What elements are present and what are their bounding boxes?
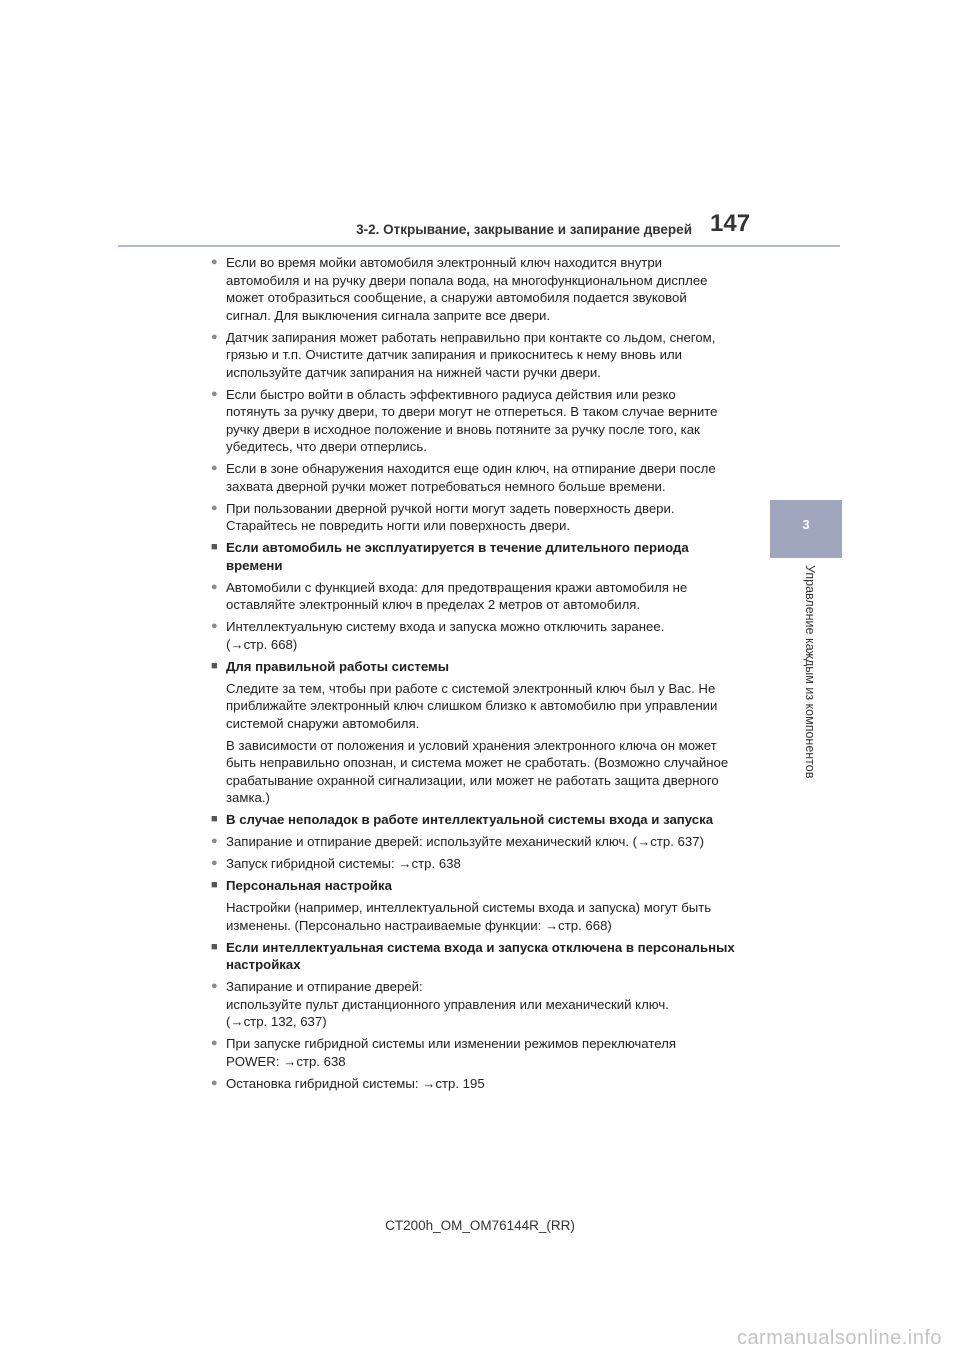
text-line: времени — [226, 557, 283, 573]
bullet-item — [211, 618, 753, 653]
bullet-item — [211, 579, 753, 614]
watermark: carmanualsonline.info — [736, 1327, 942, 1349]
text-line: приближайте электронный ключ слишком близко к автомобилю при управлении — [226, 698, 718, 713]
text-line: грязью и т.п. Очистите датчик запирания и прикоснитесь к нему вновь или — [226, 347, 683, 362]
text-line: Следите за тем, чтобы при работе с системой электронный ключ был у Вас. Не — [226, 680, 716, 696]
page-content — [211, 254, 753, 1097]
text-line: изменены. (Персонально настраиваемые функции: →стр. 668) — [226, 917, 612, 933]
bullet-icon: ● — [211, 330, 218, 343]
text-line: Остановка гибридной системы: →стр. 195 — [226, 1075, 485, 1091]
chapter-label: Управление каждым из компонентов — [803, 565, 817, 779]
bullet-item — [211, 386, 753, 456]
text-line: POWER: →стр. 638 — [226, 1053, 346, 1069]
text-line: может отобразиться сообщение, а снаружи автомобиля подается звуковой — [226, 290, 687, 305]
text-line: настройках — [226, 957, 301, 972]
bullet-icon: ● — [211, 1076, 218, 1089]
text-line: срабатывание охранной сигнализации, или может не работать защита дверного — [226, 772, 719, 788]
text-line: Запуск гибридной системы: →стр. 638 — [226, 856, 461, 871]
text-line: Если быстро войти в область эффективного радиуса действия или резко — [226, 386, 676, 402]
text-line: замка.) — [226, 790, 270, 805]
text-line: быть неправильно опознан, и система может не сработать. (Возможно случайное — [226, 755, 729, 770]
document-code: CT200h_OM_OM76144R_(RR) — [385, 1218, 575, 1233]
text-line: Если автомобиль не эксплуатируется в течение длительного периода — [226, 540, 689, 555]
bullet-item — [211, 833, 753, 851]
text-line: Персональная настройка — [226, 878, 392, 893]
bullet-icon: ● — [211, 256, 218, 268]
text-line: Настройки (например, интеллектуальной системы входа и запуска) могут быть — [226, 900, 712, 915]
section-heading — [211, 539, 753, 574]
bullet-item — [211, 460, 753, 495]
text-line: используйте датчик запирания на нижней части ручки двери. — [226, 364, 601, 380]
square-bullet-icon: ■ — [211, 541, 218, 553]
bullet-item — [211, 254, 753, 324]
paragraph — [211, 899, 753, 934]
section-heading — [211, 658, 753, 676]
bullet-item — [211, 855, 753, 873]
text-line: Если в зоне обнаружения находится еще один ключ, на отпирание двери после — [226, 461, 716, 476]
text-line: Запирание и отпирание дверей: используйте механический ключ. (→стр. 637) — [226, 834, 704, 849]
section-heading — [211, 939, 753, 974]
header-divider — [118, 245, 840, 247]
text-line: сигнал. Для выключения сигнала заприте все двери. — [226, 307, 551, 323]
text-line: убедитесь, что двери отперлись. — [226, 439, 427, 454]
bullet-item — [211, 329, 753, 382]
text-line: ручку двери в исходное положение и вновь потяните за ручку после того, как — [226, 421, 700, 437]
bullet-item — [211, 1075, 753, 1093]
bullet-icon: ● — [211, 1037, 218, 1049]
section-heading — [211, 877, 753, 895]
bullet-icon: ● — [211, 580, 218, 593]
text-line: автомобиля и на ручку двери попала вода, на многофункциональном дисплее — [226, 272, 708, 288]
chapter-tab — [770, 500, 842, 558]
paragraph — [211, 737, 753, 807]
text-line: Автомобили с функцией входа: для предотвращения кражи автомобиля не — [226, 579, 688, 595]
page-number: 147 — [710, 210, 751, 237]
text-line: В случае неполадок в работе интеллектуальной системы входа и запуска — [226, 812, 714, 827]
text-line: (→стр. 668) — [226, 636, 298, 652]
text-line: захвата дверной ручки может потребоваться немного больше времени. — [226, 478, 666, 494]
text-line: В зависимости от положения и условий хранения электронного ключа он может — [226, 737, 717, 753]
text-line: Если интеллектуальная система входа и запуска отключена в персональных — [226, 939, 735, 955]
bullet-icon: ● — [211, 980, 218, 992]
text-line: Старайтесь не повредить ногти или поверхность двери. — [226, 518, 570, 533]
bullet-icon: ● — [211, 462, 218, 474]
section-heading — [211, 811, 753, 829]
bullet-icon: ● — [211, 620, 218, 632]
square-bullet-icon: ■ — [211, 879, 218, 891]
bullet-item — [211, 978, 753, 1031]
text-line: оставляйте электронный ключ в пределах 2 метров от автомобиля. — [226, 597, 641, 612]
text-line: Для правильной работы системы — [226, 658, 450, 674]
bullet-icon: ● — [211, 857, 218, 869]
text-line: системой снаружи автомобиля. — [226, 715, 420, 731]
square-bullet-icon: ■ — [211, 659, 218, 672]
text-line: Если во время мойки автомобиля электронный ключ находится внутри — [226, 255, 663, 270]
text-line: Запирание и отпирание дверей: — [226, 979, 423, 994]
square-bullet-icon: ■ — [211, 940, 218, 953]
page-header — [0, 0, 960, 250]
text-line: При пользовании дверной ручкой ногти могут задеть поверхность двери. — [226, 500, 675, 516]
square-bullet-icon: ■ — [211, 813, 218, 825]
text-line: используйте пульт дистанционного управления или механический ключ. — [226, 996, 669, 1012]
text-line: потянуть за ручку двери, то двери могут не отпереться. В таком случае верните — [226, 404, 718, 419]
text-line: При запуске гибридной системы или изменении режимов переключателя — [226, 1036, 676, 1051]
text-line: (→стр. 132, 637) — [226, 1014, 327, 1029]
text-line: Интеллектуальную систему входа и запуска можно отключить заранее. — [226, 619, 665, 634]
bullet-item — [211, 1035, 753, 1070]
paragraph — [211, 680, 753, 733]
bullet-item — [211, 500, 753, 535]
bullet-icon: ● — [211, 501, 218, 514]
bullet-icon: ● — [211, 387, 218, 400]
chapter-number: 3 — [802, 517, 810, 532]
text-line: Датчик запирания может работать неправильно при контакте со льдом, снегом, — [226, 329, 716, 345]
section-title: 3-2. Открывание, закрывание и запирание дверей — [356, 222, 692, 237]
bullet-icon: ● — [211, 835, 218, 847]
